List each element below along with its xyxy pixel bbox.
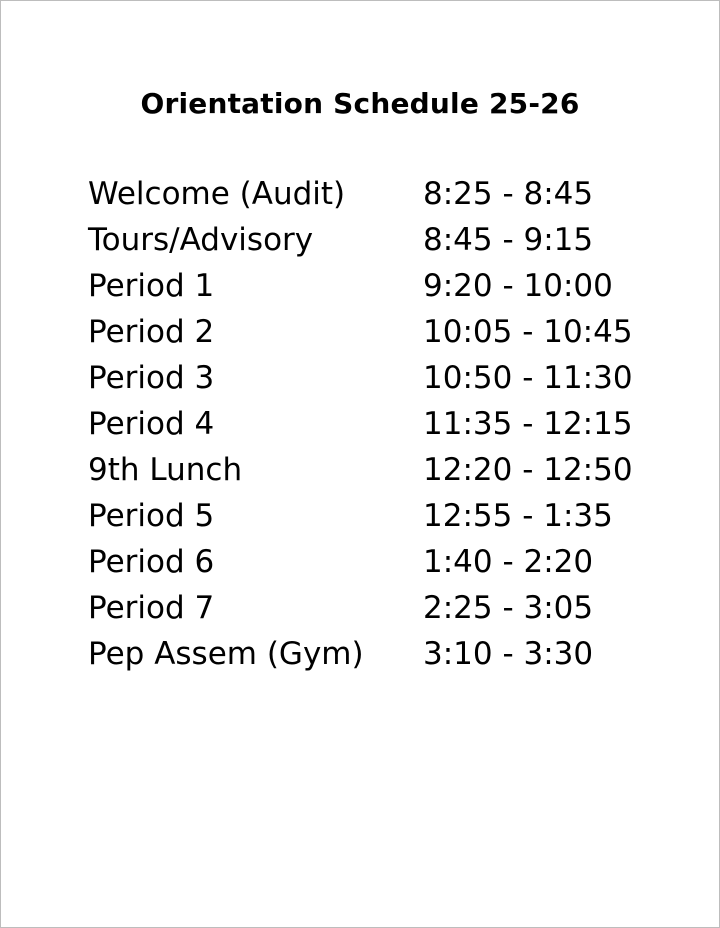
event-name: Pep Assem (Gym) bbox=[88, 636, 364, 672]
event-name: Period 4 bbox=[88, 406, 215, 442]
schedule-row bbox=[88, 171, 648, 217]
event-time: 1:40 - 2:20 bbox=[423, 544, 594, 580]
event-name: Period 5 bbox=[88, 498, 215, 534]
event-name: 9th Lunch bbox=[88, 452, 243, 488]
event-time: 8:45 - 9:15 bbox=[423, 222, 594, 258]
event-name: Tours/Advisory bbox=[88, 222, 314, 258]
event-time: 2:25 - 3:05 bbox=[423, 590, 594, 626]
schedule-row bbox=[88, 217, 648, 263]
schedule-row bbox=[88, 493, 648, 539]
event-time: 11:35 - 12:15 bbox=[423, 406, 633, 442]
schedule-row bbox=[88, 309, 648, 355]
event-time: 10:50 - 11:30 bbox=[423, 360, 633, 396]
event-name: Period 7 bbox=[88, 590, 215, 626]
event-name: Welcome (Audit) bbox=[88, 176, 346, 212]
event-time: 9:20 - 10:00 bbox=[423, 268, 613, 304]
event-name: Period 3 bbox=[88, 360, 215, 396]
event-name: Period 2 bbox=[88, 314, 215, 350]
schedule-row bbox=[88, 355, 648, 401]
schedule-row bbox=[88, 401, 648, 447]
event-time: 10:05 - 10:45 bbox=[423, 314, 633, 350]
event-time: 12:20 - 12:50 bbox=[423, 452, 633, 488]
event-name: Period 6 bbox=[88, 544, 215, 580]
event-time: 3:10 - 3:30 bbox=[423, 636, 594, 672]
event-name: Period 1 bbox=[88, 268, 215, 304]
schedule-row bbox=[88, 539, 648, 585]
schedule-row bbox=[88, 263, 648, 309]
event-time: 8:25 - 8:45 bbox=[423, 176, 594, 212]
event-time: 12:55 - 1:35 bbox=[423, 498, 613, 534]
schedule-row bbox=[88, 447, 648, 493]
schedule-row bbox=[88, 585, 648, 631]
schedule-table bbox=[88, 171, 648, 677]
page-title: Orientation Schedule 25-26 bbox=[140, 87, 580, 120]
schedule-row bbox=[88, 631, 648, 677]
